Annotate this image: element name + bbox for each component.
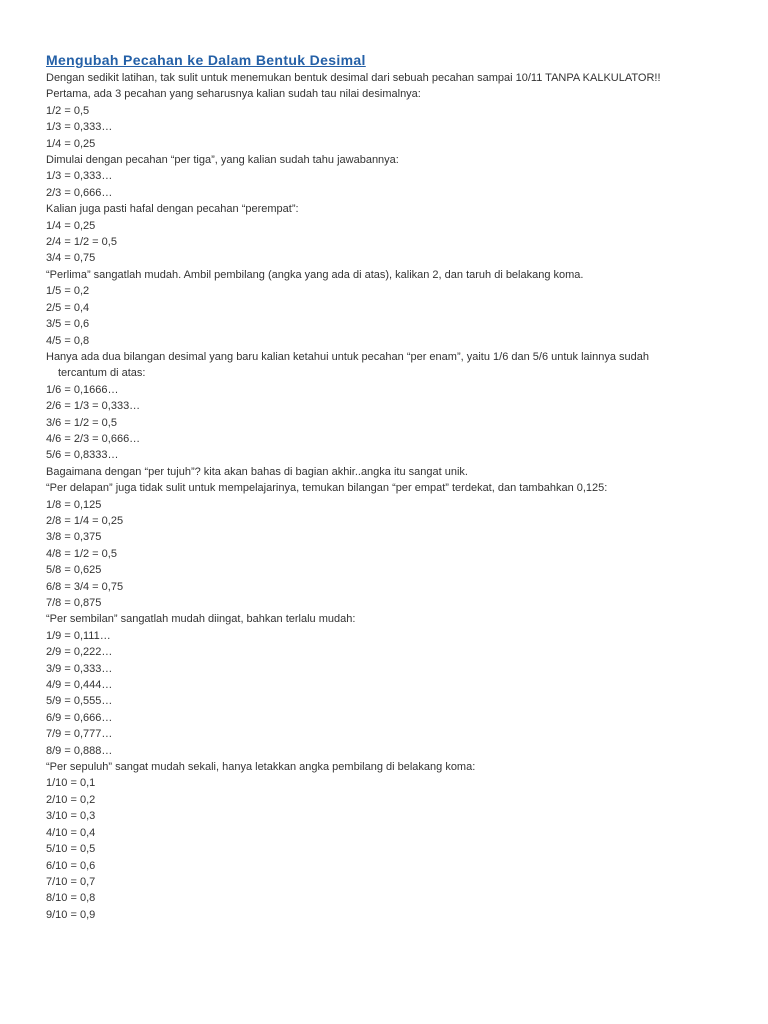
paragraph-line: “Per sembilan” sangatlah mudah diingat, bahkan terlalu mudah:: [46, 613, 356, 626]
fraction-line: 2/8 = 1/4 = 0,25: [46, 514, 124, 527]
fraction-line: 4/9 = 0,444…: [46, 679, 113, 692]
fraction-line: 9/10 = 0,9: [46, 908, 96, 921]
fraction-line: 4/6 = 2/3 = 0,666…: [46, 432, 141, 445]
fraction-line: 5/6 = 0,8333…: [46, 449, 119, 462]
paragraph-line: “Per delapan” juga tidak sulit untuk mempelajarinya, temukan bilangan “per empat” terdekat, dan tambahkan 0,125:: [46, 482, 608, 495]
fraction-line: 3/10 = 0,3: [46, 810, 96, 823]
fraction-line: 7/9 = 0,777…: [46, 728, 113, 741]
fraction-line: 1/8 = 0,125: [46, 498, 102, 511]
fraction-line: 1/9 = 0,111…: [46, 629, 111, 642]
page-title: Mengubah Pecahan ke Dalam Bentuk Desimal: [46, 52, 366, 68]
fraction-line: 1/10 = 0,1: [46, 777, 96, 790]
fraction-line: 2/10 = 0,2: [46, 793, 96, 806]
fraction-line: 2/5 = 0,4: [46, 301, 90, 314]
fraction-line: 3/5 = 0,6: [46, 318, 90, 331]
fraction-line: 4/10 = 0,4: [46, 826, 96, 839]
fraction-line: 1/3 = 0,333…: [46, 170, 113, 183]
fraction-line: 6/8 = 3/4 = 0,75: [46, 580, 124, 593]
fraction-line: 2/3 = 0,666…: [46, 186, 113, 199]
fraction-line: 1/6 = 0,1666…: [46, 383, 119, 396]
paragraph-line: Kalian juga pasti hafal dengan pecahan “perempat”:: [46, 203, 299, 216]
fraction-line: 5/8 = 0,625: [46, 564, 102, 577]
paragraph-line: “Per sepuluh” sangat mudah sekali, hanya letakkan angka pembilang di belakang koma:: [46, 761, 476, 774]
fraction-line: 4/8 = 1/2 = 0,5: [46, 547, 117, 560]
fraction-line: 2/6 = 1/3 = 0,333…: [46, 400, 141, 413]
fraction-line: 5/9 = 0,555…: [46, 695, 113, 708]
fraction-line: 1/2 = 0,5: [46, 104, 90, 117]
fraction-line: 7/8 = 0,875: [46, 597, 102, 609]
fraction-line: 1/5 = 0,2: [46, 285, 90, 298]
fraction-line: 7/10 = 0,7: [46, 875, 96, 888]
document-body: [46, 70, 746, 923]
fraction-line: 2/4 = 1/2 = 0,5: [46, 236, 117, 249]
paragraph-line: Bagaimana dengan “per tujuh”? kita akan bahas di bagian akhir..angka itu sangat unik.: [46, 465, 468, 478]
fraction-line: 1/4 = 0,25: [46, 137, 96, 150]
fraction-line: 1/3 = 0,333…: [46, 121, 113, 134]
fraction-line: 8/10 = 0,8: [46, 892, 96, 905]
fraction-line: 3/6 = 1/2 = 0,5: [46, 416, 117, 429]
paragraph-line: Pertama, ada 3 pecahan yang seharusnya kalian sudah tau nilai desimalnya:: [46, 88, 421, 101]
fraction-line: 3/4 = 0,75: [46, 252, 96, 265]
fraction-line: 1/4 = 0,25: [46, 219, 96, 232]
paragraph-line: “Perlima” sangatlah mudah. Ambil pembilang (angka yang ada di atas), kalikan 2, dan taruh di belakang koma.: [46, 268, 584, 281]
paragraph-continuation-line: tercantum di atas:: [58, 367, 146, 380]
fraction-line: 5/10 = 0,5: [46, 843, 96, 856]
fraction-line: 6/9 = 0,666…: [46, 711, 113, 724]
paragraph-line: Dimulai dengan pecahan “per tiga”, yang kalian sudah tahu jawabannya:: [46, 154, 399, 167]
paragraph-line: Hanya ada dua bilangan desimal yang baru kalian ketahui untuk pecahan “per enam”, yaitu 1/6 dan 5/6 untuk lainnya sudah: [46, 350, 649, 363]
fraction-line: 4/5 = 0,8: [46, 334, 90, 347]
fraction-line: 3/9 = 0,333…: [46, 662, 113, 675]
paragraph-line: Dengan sedikit latihan, tak sulit untuk menemukan bentuk desimal dari sebuah pecahan sampai 10/11 TANPA KALKULATOR!!: [46, 72, 661, 84]
fraction-line: 3/8 = 0,375: [46, 531, 102, 544]
fraction-line: 2/9 = 0,222…: [46, 646, 113, 659]
fraction-line: 8/9 = 0,888…: [46, 744, 113, 757]
fraction-line: 6/10 = 0,6: [46, 859, 96, 872]
